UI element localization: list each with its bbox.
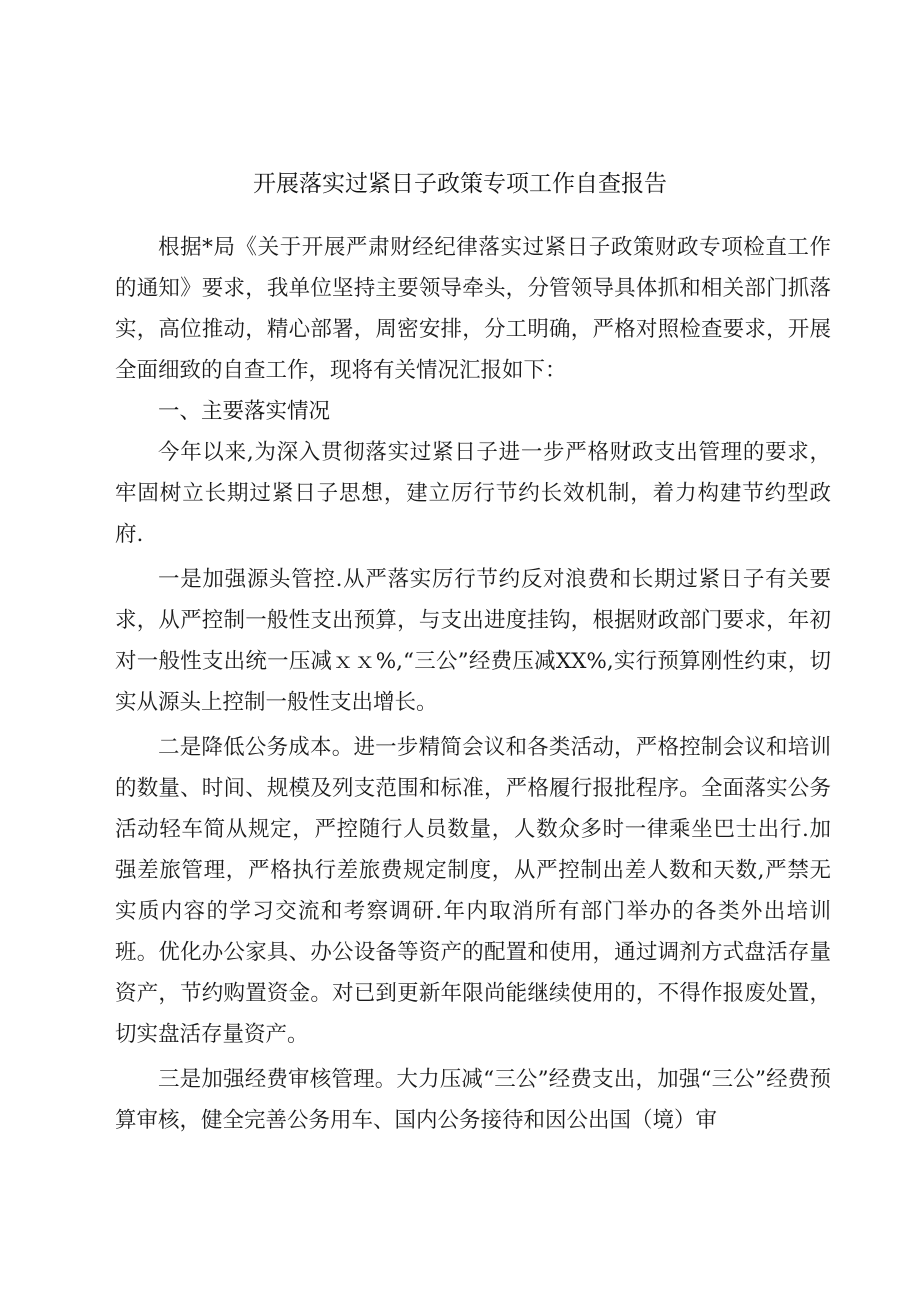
paragraph: 二是降低公务成本。进一步精简会议和各类活动，严格控制会议和培训的数量、时间、规模及列支范围和标准，严格履行报批程序。全面落实公务活动轻车简从规定，严控随行人员数量，人数众多时一律乘坐巴士出行.加强差旅管理，严格执行差旅费规定制度，从严控制出差人数和天数,严禁无实质内容的学习交流和考察调研.年内取消所有部门举办的各类外出培训班。优化办公家具、办公设备等资产的配置和使用，通过调剂方式盘活存量资产，节约购置资金。对已到更新年限尚能继续使用的，不得作报废处置，切实盘活存量资产。	[115, 735, 831, 1047]
intro-paragraph: 根据*局《关于开展严肃财经纪律落实过紧日子政策财政专项检直工作的通知》要求，我单位坚持主要领导牵头，分管领导具体抓和相关部门抓落实，高位推动，精心部署，周密安排，分工明确，严格对照检查要求，开展全面细致的自查工作，现将有关情况汇报如下：	[115, 235, 831, 383]
section-heading: 一、主要落实情况	[158, 399, 331, 424]
paragraph: 三是加强经费审核管理。大力压减“三公”经费支出，加强“三公”经费预算审核，健全完善公务用车、国内公务接待和因公出国（境）审	[115, 1067, 831, 1133]
document-title: 开展落实过紧日子政策专项工作自查报告	[253, 171, 667, 197]
paragraph: 今年以来,为深入贯彻落实过紧日子进一步严格财政支出管理的要求，牢固树立长期过紧日子思想，建立厉行节约长效机制，着力构建节约型政府.	[115, 440, 831, 547]
paragraph: 一是加强源头管控.从严落实厉行节约反对浪费和长期过紧日子有关要求，从严控制一般性支出预算，与支出进度挂钩，根据财政部门要求，年初对一般性支出统一压减ｘｘ%,“三公”经费压减XX%,实行预算刚性约束，切实从源头上控制一般性支出增长。	[115, 567, 831, 715]
document-body	[115, 227, 831, 1141]
